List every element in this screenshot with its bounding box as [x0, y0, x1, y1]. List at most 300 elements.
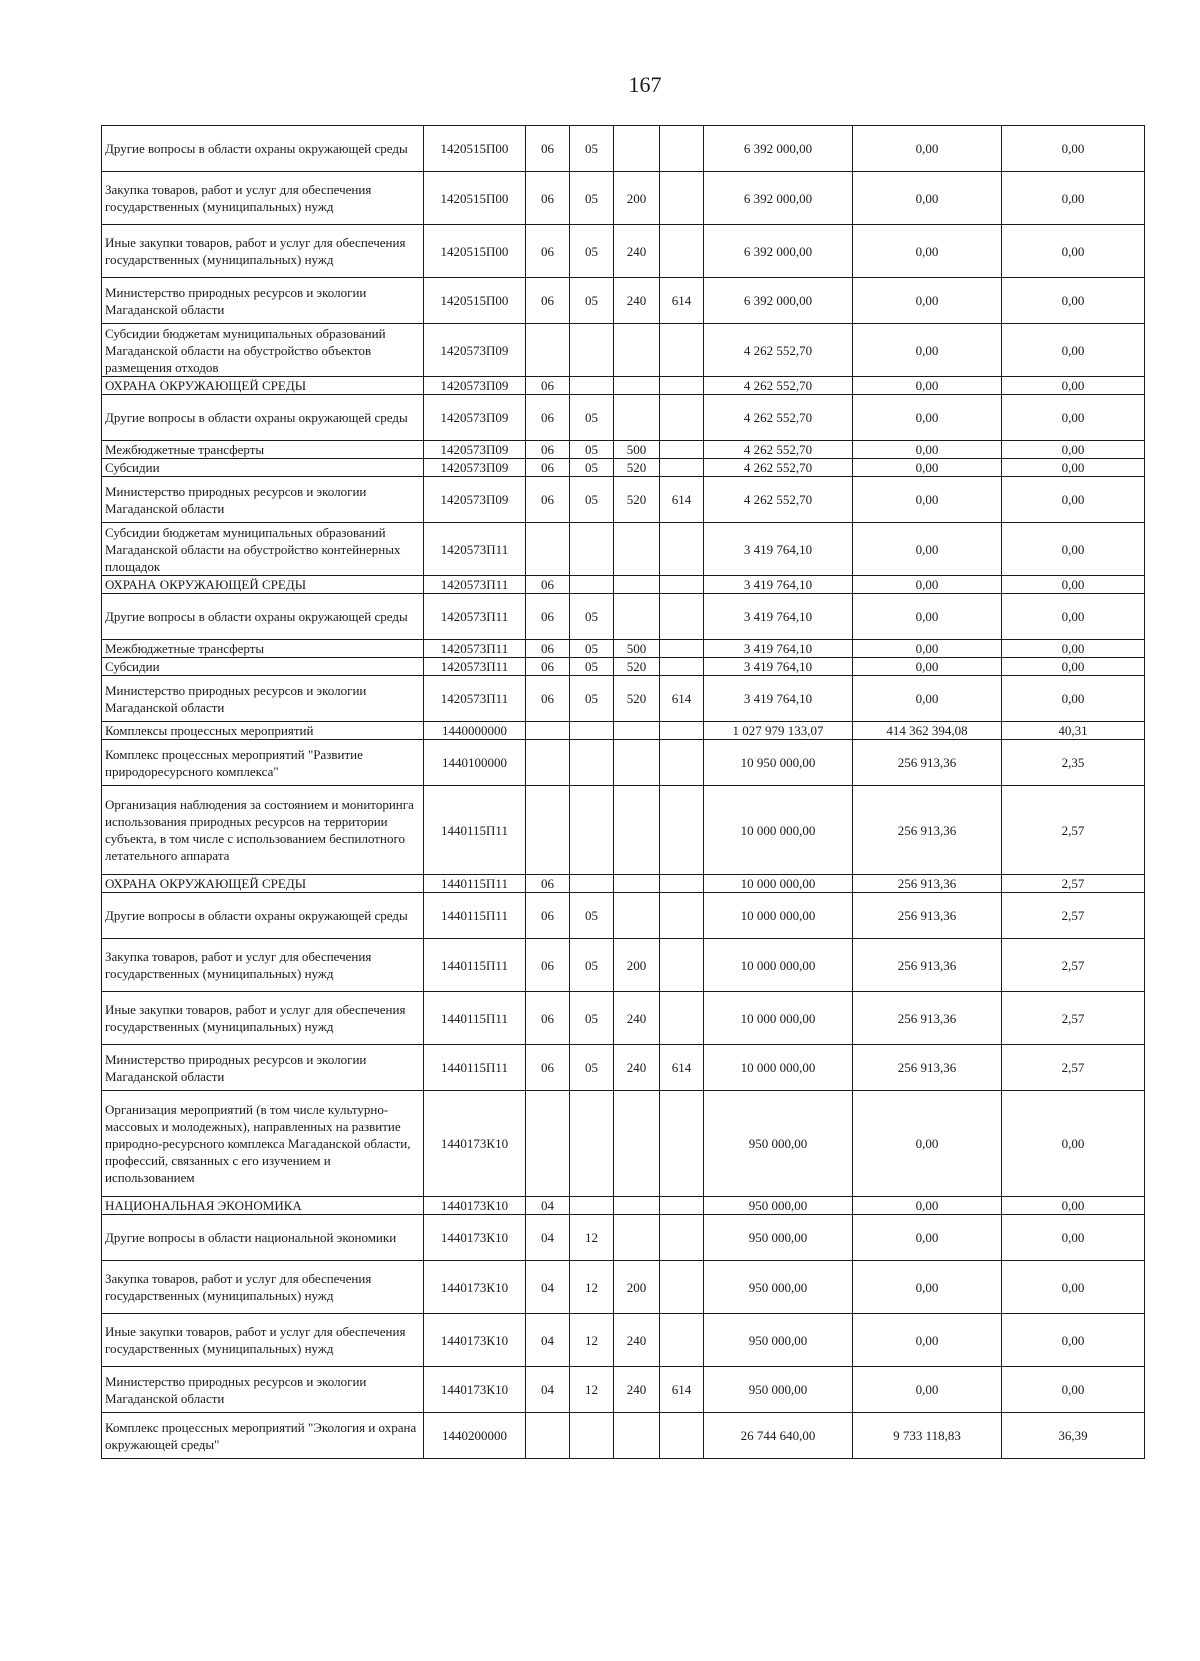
target-code: 1420515П00	[424, 278, 526, 324]
approved-amount: 10 950 000,00	[704, 740, 853, 786]
executed-amount: 0,00	[853, 658, 1002, 676]
subsection-code: 12	[570, 1314, 614, 1367]
section-code	[526, 324, 570, 377]
approved-amount: 4 262 552,70	[704, 377, 853, 395]
table-row	[102, 1045, 1145, 1091]
subsection-code: 05	[570, 459, 614, 477]
subsection-code: 05	[570, 594, 614, 640]
subsection-code: 05	[570, 395, 614, 441]
execution-percent: 0,00	[1002, 477, 1145, 523]
expense-type-code	[614, 126, 660, 172]
ministry-code	[660, 459, 704, 477]
table-row	[102, 640, 1145, 658]
table-body	[102, 126, 1145, 1459]
approved-amount: 10 000 000,00	[704, 786, 853, 875]
expense-type-code: 240	[614, 992, 660, 1045]
approved-amount: 4 262 552,70	[704, 459, 853, 477]
subsection-code: 05	[570, 225, 614, 278]
table-row	[102, 594, 1145, 640]
target-code: 1420573П11	[424, 594, 526, 640]
section-code: 06	[526, 225, 570, 278]
row-name: Закупка товаров, работ и услуг для обеспечения государственных (муниципальных) нужд	[102, 172, 424, 225]
executed-amount: 256 913,36	[853, 875, 1002, 893]
execution-percent: 0,00	[1002, 395, 1145, 441]
expense-type-code: 240	[614, 278, 660, 324]
executed-amount: 0,00	[853, 126, 1002, 172]
subsection-code	[570, 377, 614, 395]
approved-amount: 950 000,00	[704, 1197, 853, 1215]
table-row	[102, 1413, 1145, 1459]
executed-amount: 0,00	[853, 459, 1002, 477]
section-code	[526, 1413, 570, 1459]
expense-type-code	[614, 324, 660, 377]
row-name: Закупка товаров, работ и услуг для обеспечения государственных (муниципальных) нужд	[102, 1261, 424, 1314]
row-name: Министерство природных ресурсов и экологии Магаданской области	[102, 676, 424, 722]
table-row	[102, 722, 1145, 740]
executed-amount: 0,00	[853, 441, 1002, 459]
approved-amount: 950 000,00	[704, 1215, 853, 1261]
budget-table	[101, 125, 1145, 1459]
execution-percent: 2,57	[1002, 1045, 1145, 1091]
executed-amount: 0,00	[853, 1215, 1002, 1261]
target-code: 1420515П00	[424, 172, 526, 225]
executed-amount: 0,00	[853, 1091, 1002, 1197]
row-name: Организация мероприятий (в том числе культурно-массовых и молодежных), направленных на развитие природно-ресурсного комплекса Магаданской области, профессий, связанных с его изучением и использованием	[102, 1091, 424, 1197]
subsection-code	[570, 740, 614, 786]
table-row	[102, 278, 1145, 324]
expense-type-code: 200	[614, 1261, 660, 1314]
target-code: 1440115П11	[424, 939, 526, 992]
expense-type-code	[614, 1215, 660, 1261]
ministry-code	[660, 523, 704, 576]
table-row	[102, 992, 1145, 1045]
table-row	[102, 1215, 1145, 1261]
ministry-code	[660, 126, 704, 172]
ministry-code	[660, 1314, 704, 1367]
execution-percent: 0,00	[1002, 1367, 1145, 1413]
row-name: Комплекс процессных мероприятий "Развитие природоресурсного комплекса"	[102, 740, 424, 786]
table-row	[102, 1314, 1145, 1367]
section-code: 06	[526, 676, 570, 722]
execution-percent: 40,31	[1002, 722, 1145, 740]
page-number: 167	[628, 72, 662, 97]
subsection-code: 12	[570, 1367, 614, 1413]
expense-type-code: 240	[614, 1367, 660, 1413]
section-code: 04	[526, 1197, 570, 1215]
subsection-code: 05	[570, 658, 614, 676]
table-row	[102, 1367, 1145, 1413]
section-code: 04	[526, 1314, 570, 1367]
expense-type-code	[614, 1197, 660, 1215]
table-row	[102, 786, 1145, 875]
approved-amount: 6 392 000,00	[704, 172, 853, 225]
row-name: Комплекс процессных мероприятий "Экология и охрана окружающей среды"	[102, 1413, 424, 1459]
approved-amount: 4 262 552,70	[704, 441, 853, 459]
target-code: 1420573П09	[424, 441, 526, 459]
target-code: 1440173К10	[424, 1314, 526, 1367]
table-row	[102, 875, 1145, 893]
target-code: 1420573П11	[424, 640, 526, 658]
target-code: 1420573П09	[424, 395, 526, 441]
execution-percent: 2,57	[1002, 893, 1145, 939]
table-row	[102, 126, 1145, 172]
row-name: ОХРАНА ОКРУЖАЮЩЕЙ СРЕДЫ	[102, 875, 424, 893]
table-row	[102, 740, 1145, 786]
table-row	[102, 477, 1145, 523]
ministry-code: 614	[660, 1045, 704, 1091]
ministry-code	[660, 324, 704, 377]
row-name: Комплексы процессных мероприятий	[102, 722, 424, 740]
section-code: 06	[526, 893, 570, 939]
approved-amount: 3 419 764,10	[704, 576, 853, 594]
expense-type-code	[614, 875, 660, 893]
subsection-code	[570, 786, 614, 875]
section-code: 06	[526, 658, 570, 676]
ministry-code	[660, 893, 704, 939]
target-code: 1420573П11	[424, 658, 526, 676]
approved-amount: 10 000 000,00	[704, 1045, 853, 1091]
execution-percent: 0,00	[1002, 225, 1145, 278]
subsection-code: 05	[570, 172, 614, 225]
expense-type-code: 200	[614, 172, 660, 225]
executed-amount: 0,00	[853, 1261, 1002, 1314]
executed-amount: 256 913,36	[853, 786, 1002, 875]
table-row	[102, 172, 1145, 225]
expense-type-code: 240	[614, 1314, 660, 1367]
subsection-code: 05	[570, 640, 614, 658]
approved-amount: 950 000,00	[704, 1314, 853, 1367]
expense-type-code: 500	[614, 441, 660, 459]
execution-percent: 0,00	[1002, 172, 1145, 225]
target-code: 1440173К10	[424, 1367, 526, 1413]
expense-type-code	[614, 740, 660, 786]
table-row	[102, 676, 1145, 722]
executed-amount: 0,00	[853, 395, 1002, 441]
ministry-code: 614	[660, 676, 704, 722]
row-name: Субсидии бюджетам муниципальных образований Магаданской области на обустройство контейнерных площадок	[102, 523, 424, 576]
subsection-code	[570, 1091, 614, 1197]
execution-percent: 36,39	[1002, 1413, 1145, 1459]
row-name: Министерство природных ресурсов и экологии Магаданской области	[102, 1367, 424, 1413]
target-code: 1420573П09	[424, 459, 526, 477]
target-code: 1440100000	[424, 740, 526, 786]
section-code: 06	[526, 576, 570, 594]
executed-amount: 0,00	[853, 1314, 1002, 1367]
expense-type-code	[614, 786, 660, 875]
ministry-code	[660, 1215, 704, 1261]
section-code: 04	[526, 1261, 570, 1314]
subsection-code: 05	[570, 477, 614, 523]
approved-amount: 950 000,00	[704, 1091, 853, 1197]
execution-percent: 0,00	[1002, 658, 1145, 676]
section-code: 06	[526, 875, 570, 893]
ministry-code	[660, 594, 704, 640]
approved-amount: 3 419 764,10	[704, 676, 853, 722]
executed-amount: 256 913,36	[853, 1045, 1002, 1091]
execution-percent: 2,57	[1002, 786, 1145, 875]
executed-amount: 0,00	[853, 225, 1002, 278]
row-name: Министерство природных ресурсов и экологии Магаданской области	[102, 477, 424, 523]
table-row	[102, 324, 1145, 377]
subsection-code: 05	[570, 676, 614, 722]
section-code	[526, 722, 570, 740]
approved-amount: 10 000 000,00	[704, 875, 853, 893]
execution-percent: 2,57	[1002, 875, 1145, 893]
execution-percent: 0,00	[1002, 523, 1145, 576]
executed-amount: 0,00	[853, 640, 1002, 658]
target-code: 1420573П09	[424, 377, 526, 395]
approved-amount: 3 419 764,10	[704, 658, 853, 676]
table-row	[102, 658, 1145, 676]
approved-amount: 10 000 000,00	[704, 992, 853, 1045]
subsection-code	[570, 576, 614, 594]
approved-amount: 10 000 000,00	[704, 893, 853, 939]
table-row	[102, 459, 1145, 477]
expense-type-code: 520	[614, 477, 660, 523]
expense-type-code: 200	[614, 939, 660, 992]
target-code: 1420573П09	[424, 324, 526, 377]
execution-percent: 0,00	[1002, 459, 1145, 477]
executed-amount: 0,00	[853, 324, 1002, 377]
expense-type-code	[614, 576, 660, 594]
target-code: 1440173К10	[424, 1091, 526, 1197]
ministry-code	[660, 640, 704, 658]
execution-percent: 0,00	[1002, 441, 1145, 459]
target-code: 1440115П11	[424, 992, 526, 1045]
execution-percent: 0,00	[1002, 1261, 1145, 1314]
ministry-code	[660, 1261, 704, 1314]
expense-type-code	[614, 594, 660, 640]
subsection-code: 05	[570, 992, 614, 1045]
section-code: 06	[526, 126, 570, 172]
target-code: 1440173К10	[424, 1261, 526, 1314]
executed-amount: 9 733 118,83	[853, 1413, 1002, 1459]
execution-percent: 0,00	[1002, 126, 1145, 172]
ministry-code	[660, 1197, 704, 1215]
target-code: 1420573П11	[424, 676, 526, 722]
table-row	[102, 1091, 1145, 1197]
ministry-code	[660, 225, 704, 278]
row-name: Организация наблюдения за состоянием и мониторинга использования природных ресурсов на территории субъекта, в том числе с использованием беспилотного летательного аппарата	[102, 786, 424, 875]
expense-type-code: 240	[614, 1045, 660, 1091]
approved-amount: 26 744 640,00	[704, 1413, 853, 1459]
row-name: Иные закупки товаров, работ и услуг для обеспечения государственных (муниципальных) нужд	[102, 992, 424, 1045]
subsection-code	[570, 875, 614, 893]
subsection-code	[570, 1197, 614, 1215]
executed-amount: 0,00	[853, 1367, 1002, 1413]
ministry-code	[660, 172, 704, 225]
section-code	[526, 1091, 570, 1197]
section-code: 06	[526, 441, 570, 459]
table-row	[102, 939, 1145, 992]
subsection-code: 05	[570, 441, 614, 459]
section-code	[526, 523, 570, 576]
approved-amount: 6 392 000,00	[704, 225, 853, 278]
row-name: Другие вопросы в области охраны окружающей среды	[102, 126, 424, 172]
execution-percent: 0,00	[1002, 1197, 1145, 1215]
section-code: 06	[526, 172, 570, 225]
section-code: 06	[526, 459, 570, 477]
target-code: 1420573П11	[424, 523, 526, 576]
row-name: Другие вопросы в области охраны окружающей среды	[102, 893, 424, 939]
target-code: 1440115П11	[424, 875, 526, 893]
section-code: 06	[526, 640, 570, 658]
approved-amount: 950 000,00	[704, 1261, 853, 1314]
table-row	[102, 377, 1145, 395]
target-code: 1440115П11	[424, 786, 526, 875]
executed-amount: 0,00	[853, 576, 1002, 594]
executed-amount: 0,00	[853, 377, 1002, 395]
executed-amount: 0,00	[853, 278, 1002, 324]
subsection-code	[570, 722, 614, 740]
row-name: ОХРАНА ОКРУЖАЮЩЕЙ СРЕДЫ	[102, 377, 424, 395]
expense-type-code: 520	[614, 676, 660, 722]
approved-amount: 950 000,00	[704, 1367, 853, 1413]
section-code: 06	[526, 477, 570, 523]
subsection-code: 05	[570, 939, 614, 992]
executed-amount: 0,00	[853, 477, 1002, 523]
executed-amount: 256 913,36	[853, 992, 1002, 1045]
section-code: 06	[526, 278, 570, 324]
subsection-code: 05	[570, 278, 614, 324]
section-code: 06	[526, 992, 570, 1045]
approved-amount: 6 392 000,00	[704, 278, 853, 324]
row-name: НАЦИОНАЛЬНАЯ ЭКОНОМИКА	[102, 1197, 424, 1215]
subsection-code: 12	[570, 1215, 614, 1261]
ministry-code: 614	[660, 278, 704, 324]
target-code: 1440000000	[424, 722, 526, 740]
row-name: Межбюджетные трансферты	[102, 640, 424, 658]
row-name: Субсидии бюджетам муниципальных образований Магаданской области на обустройство объектов размещения отходов	[102, 324, 424, 377]
section-code: 06	[526, 1045, 570, 1091]
approved-amount: 6 392 000,00	[704, 126, 853, 172]
expense-type-code	[614, 1091, 660, 1197]
ministry-code	[660, 1413, 704, 1459]
ministry-code	[660, 1091, 704, 1197]
table-row	[102, 225, 1145, 278]
ministry-code	[660, 992, 704, 1045]
section-code	[526, 786, 570, 875]
target-code: 1440115П11	[424, 1045, 526, 1091]
section-code: 06	[526, 939, 570, 992]
subsection-code: 05	[570, 1045, 614, 1091]
ministry-code	[660, 939, 704, 992]
table-row	[102, 1197, 1145, 1215]
ministry-code	[660, 875, 704, 893]
target-code: 1440173К10	[424, 1197, 526, 1215]
row-name: Министерство природных ресурсов и экологии Магаданской области	[102, 1045, 424, 1091]
subsection-code	[570, 523, 614, 576]
executed-amount: 414 362 394,08	[853, 722, 1002, 740]
executed-amount: 0,00	[853, 172, 1002, 225]
executed-amount: 0,00	[853, 523, 1002, 576]
execution-percent: 0,00	[1002, 1091, 1145, 1197]
ministry-code	[660, 786, 704, 875]
ministry-code	[660, 377, 704, 395]
ministry-code	[660, 740, 704, 786]
target-code: 1420515П00	[424, 225, 526, 278]
execution-percent: 2,57	[1002, 992, 1145, 1045]
row-name: Иные закупки товаров, работ и услуг для обеспечения государственных (муниципальных) нужд	[102, 225, 424, 278]
expense-type-code	[614, 722, 660, 740]
executed-amount: 0,00	[853, 676, 1002, 722]
table-row	[102, 523, 1145, 576]
row-name: Иные закупки товаров, работ и услуг для обеспечения государственных (муниципальных) нужд	[102, 1314, 424, 1367]
executed-amount: 256 913,36	[853, 939, 1002, 992]
approved-amount: 4 262 552,70	[704, 324, 853, 377]
section-code: 06	[526, 395, 570, 441]
table-row	[102, 395, 1145, 441]
approved-amount: 4 262 552,70	[704, 395, 853, 441]
ministry-code	[660, 441, 704, 459]
execution-percent: 0,00	[1002, 278, 1145, 324]
execution-percent: 0,00	[1002, 576, 1145, 594]
expense-type-code	[614, 377, 660, 395]
subsection-code	[570, 1413, 614, 1459]
subsection-code: 05	[570, 126, 614, 172]
target-code: 1440115П11	[424, 893, 526, 939]
expense-type-code: 500	[614, 640, 660, 658]
expense-type-code: 520	[614, 459, 660, 477]
row-name: Другие вопросы в области охраны окружающей среды	[102, 594, 424, 640]
expense-type-code	[614, 1413, 660, 1459]
row-name: Министерство природных ресурсов и экологии Магаданской области	[102, 278, 424, 324]
executed-amount: 256 913,36	[853, 893, 1002, 939]
table-row	[102, 1261, 1145, 1314]
row-name: Закупка товаров, работ и услуг для обеспечения государственных (муниципальных) нужд	[102, 939, 424, 992]
executed-amount: 0,00	[853, 1197, 1002, 1215]
section-code: 04	[526, 1367, 570, 1413]
ministry-code: 614	[660, 1367, 704, 1413]
approved-amount: 3 419 764,10	[704, 523, 853, 576]
expense-type-code: 240	[614, 225, 660, 278]
expense-type-code	[614, 395, 660, 441]
row-name: Субсидии	[102, 658, 424, 676]
subsection-code: 05	[570, 893, 614, 939]
target-code: 1440173К10	[424, 1215, 526, 1261]
row-name: Субсидии	[102, 459, 424, 477]
execution-percent: 0,00	[1002, 594, 1145, 640]
execution-percent: 2,57	[1002, 939, 1145, 992]
execution-percent: 2,35	[1002, 740, 1145, 786]
execution-percent: 0,00	[1002, 1215, 1145, 1261]
execution-percent: 0,00	[1002, 324, 1145, 377]
table-row	[102, 576, 1145, 594]
execution-percent: 0,00	[1002, 640, 1145, 658]
ministry-code	[660, 395, 704, 441]
ministry-code	[660, 576, 704, 594]
section-code	[526, 740, 570, 786]
target-code: 1420573П11	[424, 576, 526, 594]
target-code: 1420515П00	[424, 126, 526, 172]
approved-amount: 4 262 552,70	[704, 477, 853, 523]
expense-type-code	[614, 893, 660, 939]
approved-amount: 3 419 764,10	[704, 640, 853, 658]
executed-amount: 0,00	[853, 594, 1002, 640]
target-code: 1440200000	[424, 1413, 526, 1459]
section-code: 04	[526, 1215, 570, 1261]
ministry-code: 614	[660, 477, 704, 523]
approved-amount: 10 000 000,00	[704, 939, 853, 992]
row-name: Другие вопросы в области национальной экономики	[102, 1215, 424, 1261]
section-code: 06	[526, 377, 570, 395]
execution-percent: 0,00	[1002, 676, 1145, 722]
approved-amount: 3 419 764,10	[704, 594, 853, 640]
table-row	[102, 441, 1145, 459]
subsection-code: 12	[570, 1261, 614, 1314]
table-row	[102, 893, 1145, 939]
row-name: Межбюджетные трансферты	[102, 441, 424, 459]
